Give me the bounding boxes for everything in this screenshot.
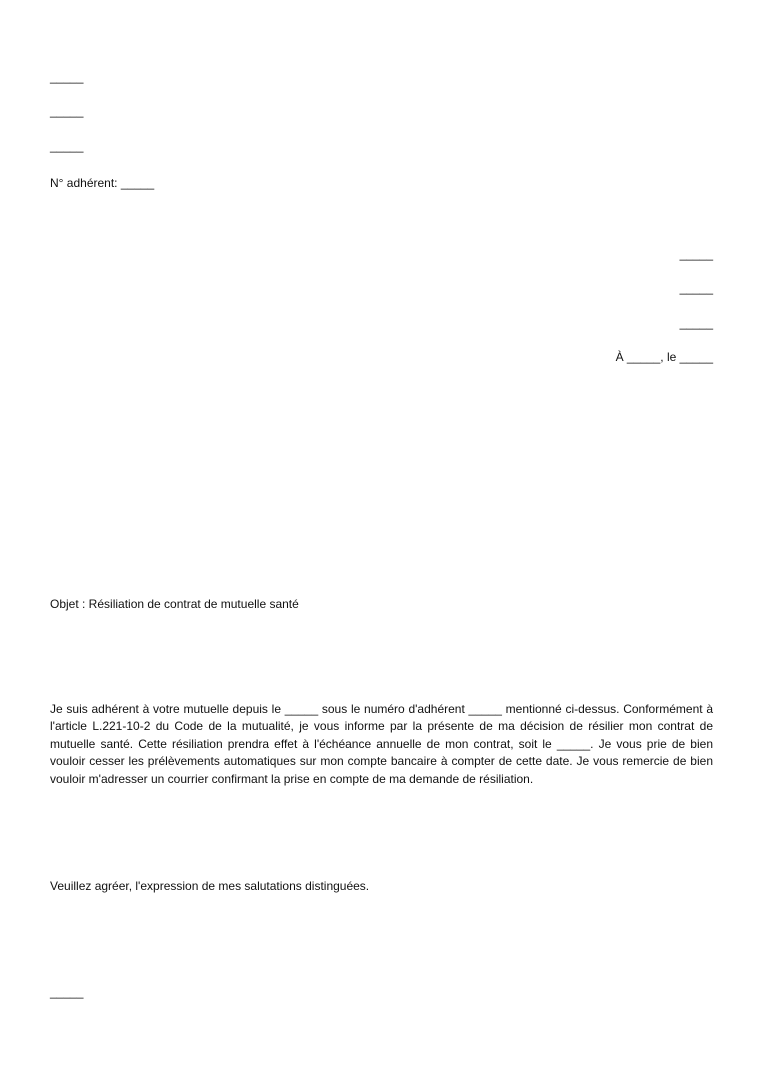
place-date: À _____, le _____ (615, 350, 713, 364)
closing-line: Veuillez agréer, l'expression de mes salutations distinguées. (50, 879, 370, 893)
body-paragraph: Je suis adhérent à votre mutuelle depuis le _____ sous le numéro d'adhérent _____ mentionné ci-dessus. Conformément à l'article L.221-10-2 du Code de la mutualité, je vous informe par la présente de ma décision de résilier mon contrat de mutuelle santé. Cette résiliation prendra effet à l'échéance annuelle de mon contrat, soit le _____. Je vous prie de bien vouloir cesser les prélèvements automatiques sur mon compte bancaire à compter de cette date. Je vous remercie de bien vouloir m'adresser un courrier confirmant la prise en compte de ma demande de résiliation. (50, 702, 713, 786)
recipient-line-1: _____ (679, 247, 713, 261)
recipient-line-3: _____ (679, 316, 713, 330)
subject-line: Objet : Résiliation de contrat de mutuelle santé (50, 597, 299, 611)
recipient-line-2: _____ (679, 281, 713, 295)
sender-line-2: _____ (50, 104, 84, 118)
signature-line: _____ (50, 985, 84, 999)
sender-line-3: _____ (50, 139, 84, 153)
member-number: N° adhérent: _____ (50, 176, 155, 190)
sender-line-1: _____ (50, 70, 84, 84)
